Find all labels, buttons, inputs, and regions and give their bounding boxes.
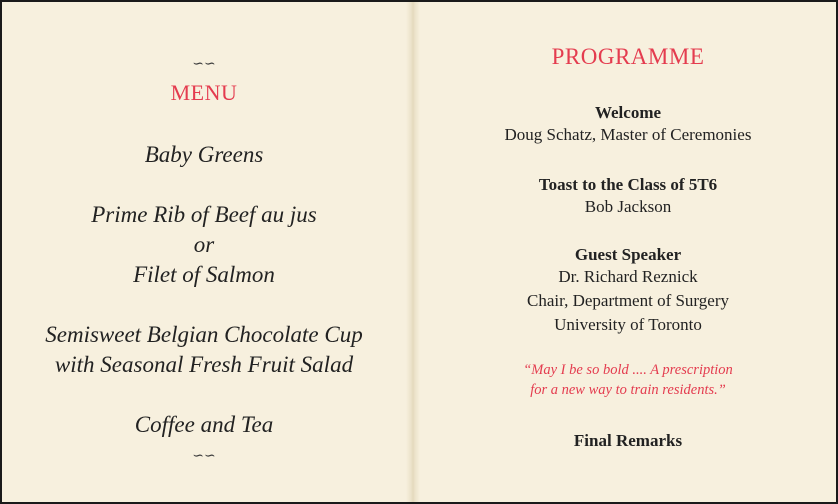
toast-title: Toast to the Class of 5T6 <box>538 175 718 194</box>
programme-title: PROGRAMME <box>551 44 705 69</box>
programme-panel <box>420 2 836 502</box>
toast-speaker: Bob Jackson <box>584 197 672 216</box>
welcome-host: Doug Schatz, Master of Ceremonies <box>504 125 752 144</box>
final-remarks-title: Final Remarks <box>573 431 683 450</box>
speaker-quote-line-2: for a new way to train residents.” <box>530 382 726 398</box>
menu-panel <box>2 2 406 502</box>
guest-speaker-role: Chair, Department of Surgery <box>526 291 729 310</box>
menu-item-chocolate-cup: Semisweet Belgian Chocolate Cup <box>45 322 363 347</box>
menu-item-baby-greens: Baby Greens <box>144 142 264 167</box>
welcome-title: Welcome <box>594 103 662 122</box>
menu-item-prime-rib: Prime Rib of Beef au jus <box>91 202 317 227</box>
guest-speaker-title: Guest Speaker <box>574 245 682 264</box>
bottom-ornament-icon: ∽∽ <box>192 448 216 464</box>
guest-speaker-name: Dr. Richard Reznick <box>558 267 698 286</box>
menu-item-salmon: Filet of Salmon <box>133 262 275 287</box>
guest-speaker-affiliation: University of Toronto <box>554 315 702 334</box>
menu-item-or: or <box>193 232 215 257</box>
card-fold <box>406 2 420 502</box>
top-ornament-icon: ∽∽ <box>192 56 216 72</box>
menu-item-coffee-tea: Coffee and Tea <box>134 412 274 437</box>
speaker-quote-line-1: “May I be so bold .... A prescription <box>523 362 733 378</box>
menu-title: MENU <box>170 80 238 105</box>
menu-item-fruit-salad: with Seasonal Fresh Fruit Salad <box>54 352 354 377</box>
